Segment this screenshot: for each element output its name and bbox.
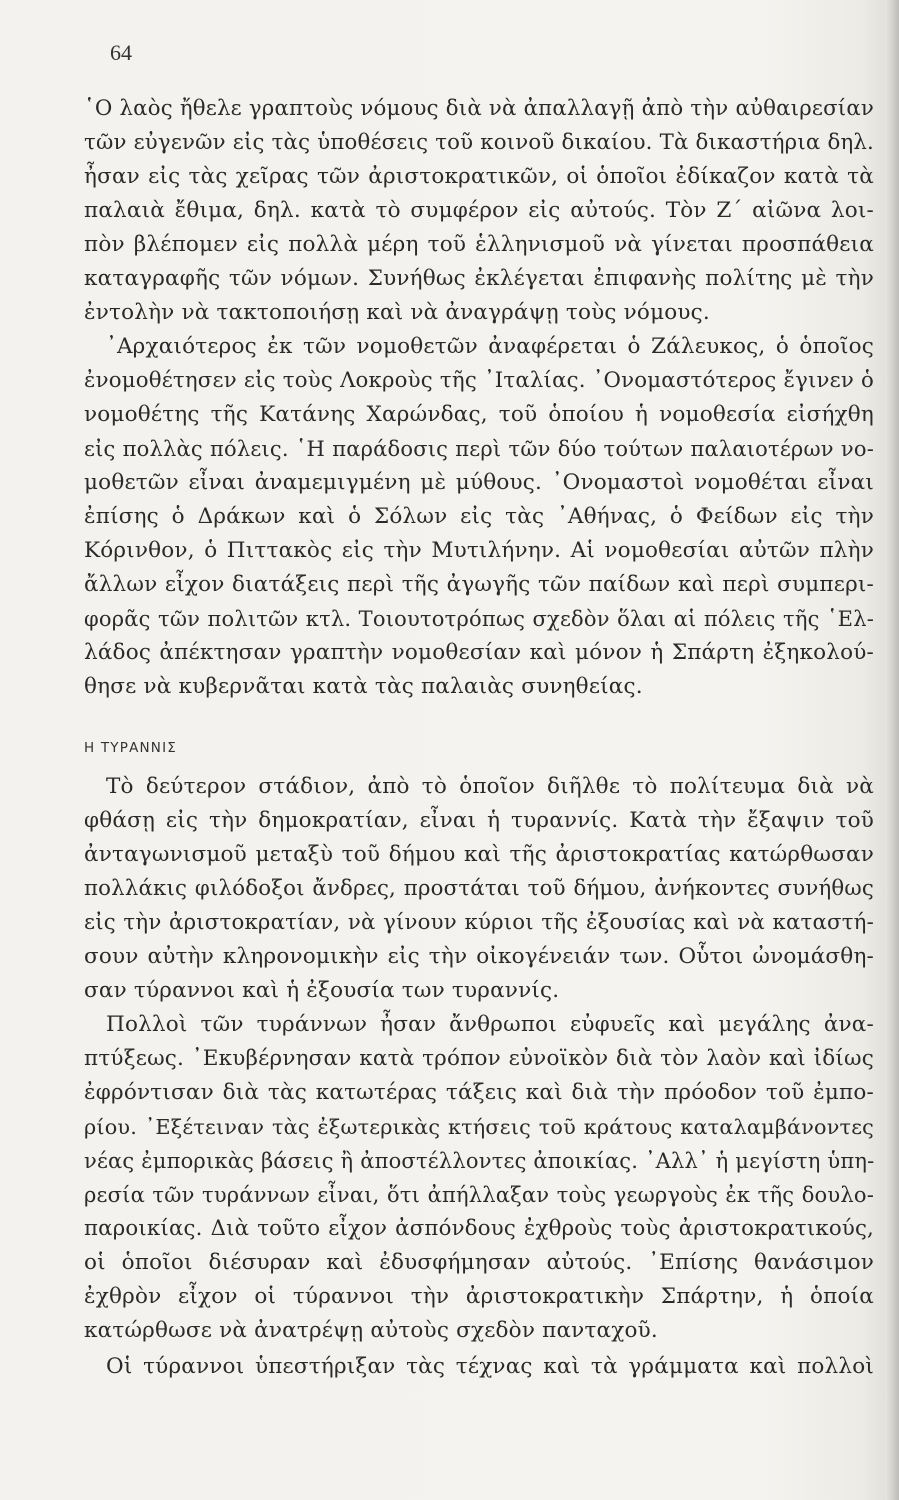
text-line: ἐπίσης ὁ Δράκων καὶ ὁ Σόλων εἰς τὰς ᾿Αθήνας, ὁ Φείδων εἰς τὴν — [84, 504, 874, 529]
text-line: ἦσαν εἰς τὰς χεῖρας τῶν ἀριστοκρατικῶν, οἱ ὁποῖοι ἐδίκαζον κατὰ τὰ — [84, 164, 874, 189]
text-line: οἱ ὁποῖοι διέσυραν καὶ ἐδυσφήμησαν αὐτούς. ᾿Επίσης θανάσιμον — [84, 1250, 874, 1275]
text-line: ἄλλων εἶχον διατάξεις περὶ τῆς ἀγωγῆς τῶν παίδων καὶ περὶ συμπερι- — [84, 572, 874, 597]
text-line: ρίου. ᾿Εξέτειναν τὰς ἐξωτερικὰς κτήσεις τοῦ κράτους καταλαμβάνοντες — [84, 1115, 874, 1139]
text-line: παροικίας. Διὰ τοῦτο εἶχον ἀσπόνδους ἐχθροὺς τοὺς ἀριστοκρατικούς, — [84, 1216, 874, 1241]
text-line: σουν αὐτὴν κληρονομικὴν εἰς τὴν οἰκογένειάν των. Οὗτοι ὠνομάσθη- — [84, 944, 874, 969]
text-line: θησε νὰ κυβερνᾶται κατὰ τὰς παλαιὰς συνηθείας. — [84, 674, 643, 699]
text-line: εἰς τὴν ἀριστοκρατίαν, νὰ γίνουν κύριοι τῆς ἐξουσίας καὶ νὰ καταστή- — [84, 910, 874, 935]
text-line: κατώρθωσε νὰ ἀνατρέψῃ αὐτοὺς σχεδὸν πανταχοῦ. — [84, 1318, 658, 1343]
text-line: νέας ἐμπορικὰς βάσεις ἢ ἀποστέλλοντες ἀποικίας. ᾿Αλλ᾿ ἡ μεγίστη ὑπη- — [84, 1149, 875, 1173]
page-edge-shadow — [885, 0, 899, 1500]
text-line: Πολλοὶ τῶν τυράννων ἦσαν ἄνθρωποι εὐφυεῖς καὶ μεγάλης ἀνα- — [106, 1012, 874, 1037]
text-line: καταγραφῆς τῶν νόμων. Συνήθως ἐκλέγεται ἐπιφανὴς πολίτης μὲ τὴν — [84, 266, 874, 291]
text-line: ἐχθρὸν εἶχον οἱ τύραννοι τὴν ἀριστοκρατικὴν Σπάρτην, ἡ ὁποία — [84, 1284, 874, 1309]
text-line: παλαιὰ ἔθιμα, δηλ. κατὰ τὸ συμφέρον εἰς αὐτούς. Τὸν Ζ΄ αἰῶνα λοι- — [84, 198, 874, 223]
text-line: εἰς πολλὰς πόλεις. ῾Η παράδοσις περὶ τῶν δύο τούτων παλαιοτέρων νο- — [84, 437, 874, 461]
section-heading: Η ΤΥΡΑΝΝΙΣ — [84, 740, 178, 756]
text-line: ἐντολὴν νὰ τακτοποιήσῃ καὶ νὰ ἀναγράψῃ τοὺς νόμους. — [84, 300, 710, 325]
text-line: Τὸ δεύτερον στάδιον, ἀπὸ τὸ ὁποῖον διῆλθε τὸ πολίτευμα διὰ νὰ — [106, 774, 874, 799]
text-line: ρεσία τῶν τυράννων εἶναι, ὅτι ἀπήλλαξαν τοὺς γεωργοὺς ἐκ τῆς δουλο- — [84, 1183, 874, 1207]
text-line: μοθετῶν εἶναι ἀναμεμιγμένη μὲ μύθους. ᾿Ονομαστοὶ νομοθέται εἶναι — [84, 470, 874, 495]
text-line: ᾿Αρχαιότερος ἐκ τῶν νομοθετῶν ἀναφέρεται ὁ Ζάλευκος, ὁ ὁποῖος — [106, 334, 874, 359]
text-line: ῾Ο λαὸς ἤθελε γραπτοὺς νόμους διὰ νὰ ἀπαλλαγῇ ἀπὸ τὴν αὐθαιρεσίαν — [84, 96, 874, 121]
text-line: ἀνταγωνισμοῦ μεταξὺ τοῦ δήμου καὶ τῆς ἀριστοκρατίας κατώρθωσαν — [84, 842, 874, 867]
text-line: φθάσῃ εἰς τὴν δημοκρατίαν, εἶναι ἡ τυραννίς. Κατὰ τὴν ἔξαψιν τοῦ — [84, 808, 874, 833]
page-number: 64 — [110, 40, 132, 65]
text-line: νομοθέτης τῆς Κατάνης Χαρώνδας, τοῦ ὁποίου ἡ νομοθεσία εἰσήχθη — [84, 402, 874, 427]
text-line: πτύξεως. ᾿Εκυβέρνησαν κατὰ τρόπον εὐνοϊκὸν διὰ τὸν λαὸν καὶ ἰδίως — [84, 1046, 874, 1071]
text-line: Κόρινθον, ὁ Πιττακὸς εἰς τὴν Μυτιλήνην. Αἱ νομοθεσίαι αὐτῶν πλὴν — [84, 538, 874, 563]
text-line: πολλάκις φιλόδοξοι ἄνδρες, προστάται τοῦ δήμου, ἀνήκοντες συνήθως — [84, 876, 874, 901]
text-line: ἐνομοθέτησεν εἰς τοὺς Λοκροὺς τῆς ᾿Ιταλίας. ᾿Ονομαστότερος ἔγινεν ὁ — [84, 368, 874, 393]
text-line: σαν τύραννοι καὶ ἡ ἐξουσία των τυραννίς. — [84, 978, 560, 1003]
text-line: πὸν βλέπομεν εἰς πολλὰ μέρη τοῦ ἑλληνισμοῦ νὰ γίνεται προσπάθεια — [84, 232, 874, 257]
text-line: τῶν εὐγενῶν εἰς τὰς ὑποθέσεις τοῦ κοινοῦ δικαίου. Τὰ δικαστήρια δηλ. — [84, 130, 874, 155]
text-line: Οἱ τύραννοι ὑπεστήριξαν τὰς τέχνας καὶ τὰ γράμματα καὶ πολλοὶ — [106, 1354, 874, 1379]
text-line: ἐφρόντισαν διὰ τὰς κατωτέρας τάξεις καὶ διὰ τὴν πρόοδον τοῦ ἐμπο- — [84, 1080, 874, 1105]
text-line: λάδος ἀπέκτησαν γραπτὴν νομοθεσίαν καὶ μόνον ἡ Σπάρτη ἐξηκολού- — [84, 640, 874, 665]
text-line: φορᾶς τῶν πολιτῶν κτλ. Τοιουτοτρόπως σχεδὸν ὅλαι αἱ πόλεις τῆς ῾Ελ- — [84, 607, 874, 631]
